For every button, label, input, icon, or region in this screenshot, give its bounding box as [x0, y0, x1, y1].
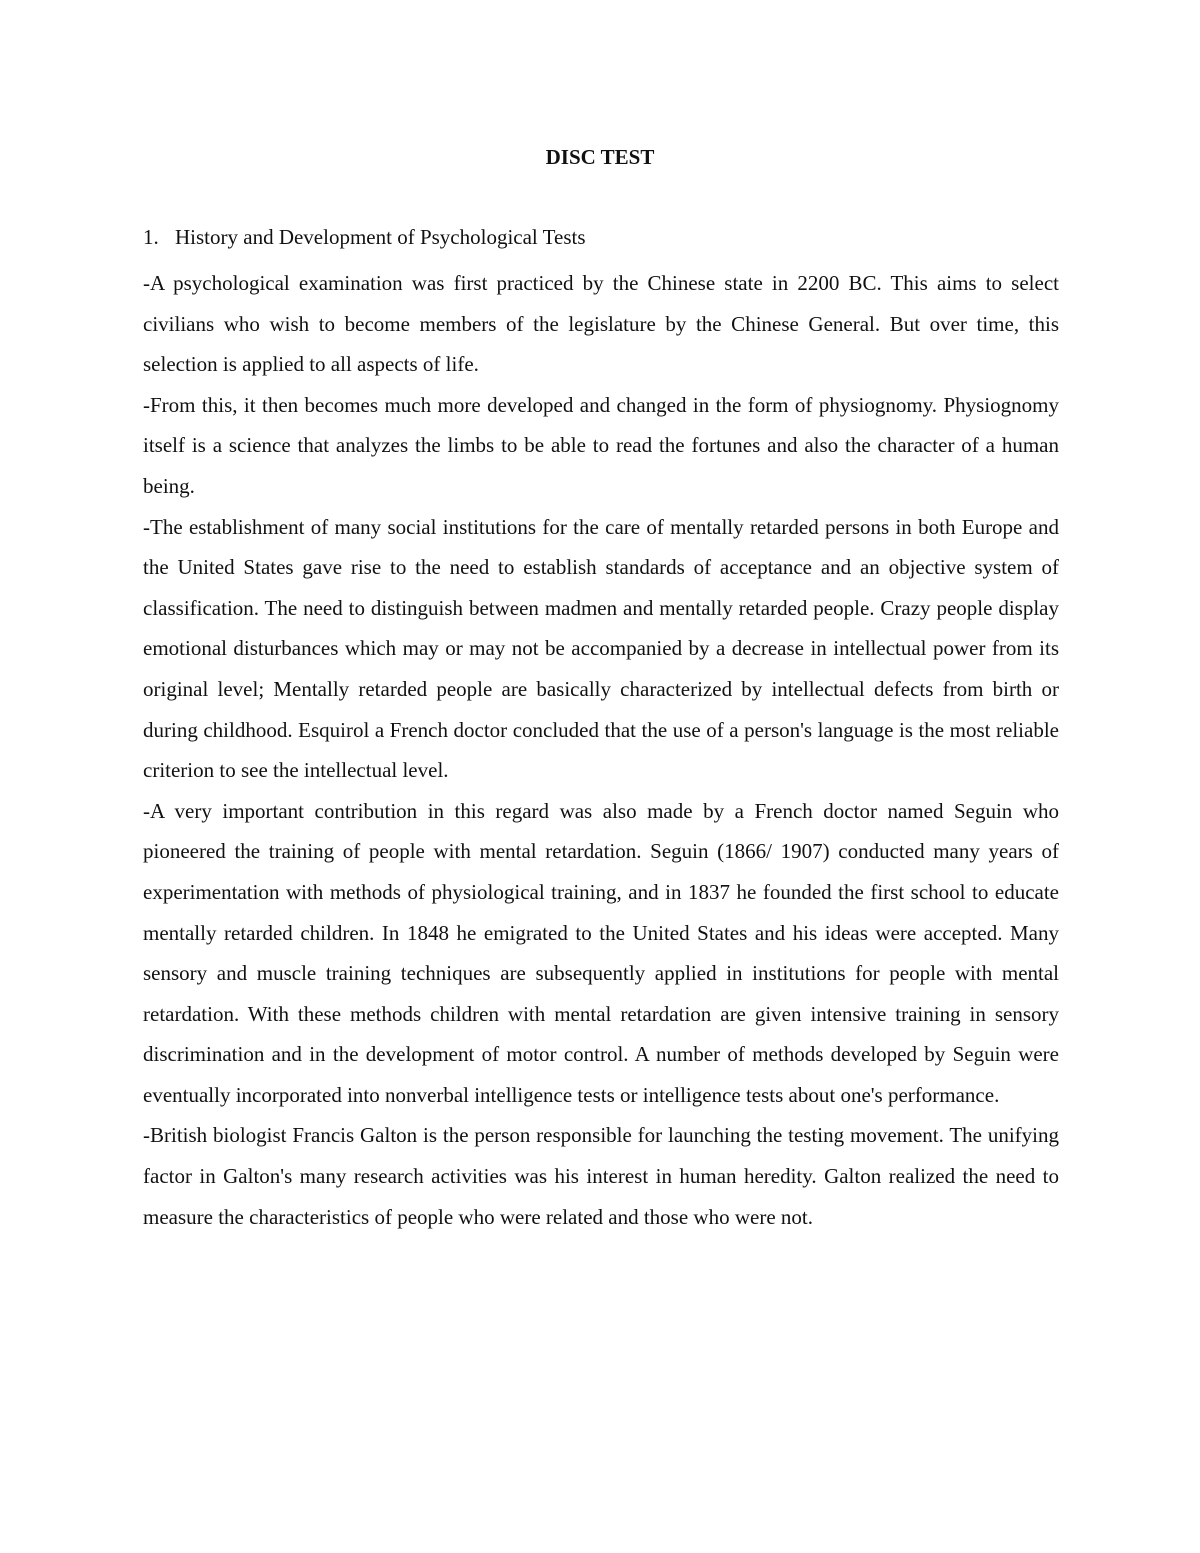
- paragraph-seguin: -A very important contribution in this regard was also made by a French doctor named Seguin who pioneered the training of people with mental retardation. Seguin (1866/ 1907) conducted many years of experimentation with methods of physiological training, and in 1837 he founded the first school to educate mentally retarded children. In 1848 he emigrated to the United States and his ideas were accepted. Many sensory and muscle training techniques are subsequently applied in institutions for people with mental retardation. With these methods children with mental retardation are given intensive training in sensory discrimination and in the development of motor control. A number of methods developed by Seguin were eventually incorporated into nonverbal intelligence tests or intelligence tests about one's performance.: [143, 798, 1059, 1107]
- section-heading-text: History and Development of Psychological Tests: [175, 225, 586, 249]
- document-title: DISC TEST: [545, 145, 655, 169]
- section-heading: [143, 222, 586, 252]
- document-body: [143, 263, 1059, 1237]
- paragraph-galton: -British biologist Francis Galton is the person responsible for launching the testing movement. The unifying factor in Galton's many research activities was his interest in human heredity. Galton realized the need to measure the characteristics of people who were related and those who were not.: [143, 1123, 1059, 1229]
- paragraph-social-institutions: -The establishment of many social institutions for the care of mentally retarded persons in both Europe and the United States gave rise to the need to establish standards of acceptance and an objective system of classification. The need to distinguish between madmen and mentally retarded people. Crazy people display emotional disturbances which may or may not be accompanied by a decrease in intellectual power from its original level; Mentally retarded people are basically characterized by intellectual defects from birth or during childhood. Esquirol a French doctor concluded that the use of a person's language is the most reliable criterion to see the intellectual level.: [143, 514, 1059, 783]
- paragraph-physiognomy: -From this, it then becomes much more developed and changed in the form of physiognomy. Physiognomy itself is a science that analyzes the limbs to be able to read the fortunes and also the character of a human being.: [143, 392, 1059, 498]
- section-number: 1.: [143, 225, 159, 249]
- paragraph-chinese-examination: -A psychological examination was first practiced by the Chinese state in 2200 BC. This aims to select civilians who wish to become members of the legislature by the Chinese General. But over time, this selection is applied to all aspects of life.: [143, 271, 1059, 377]
